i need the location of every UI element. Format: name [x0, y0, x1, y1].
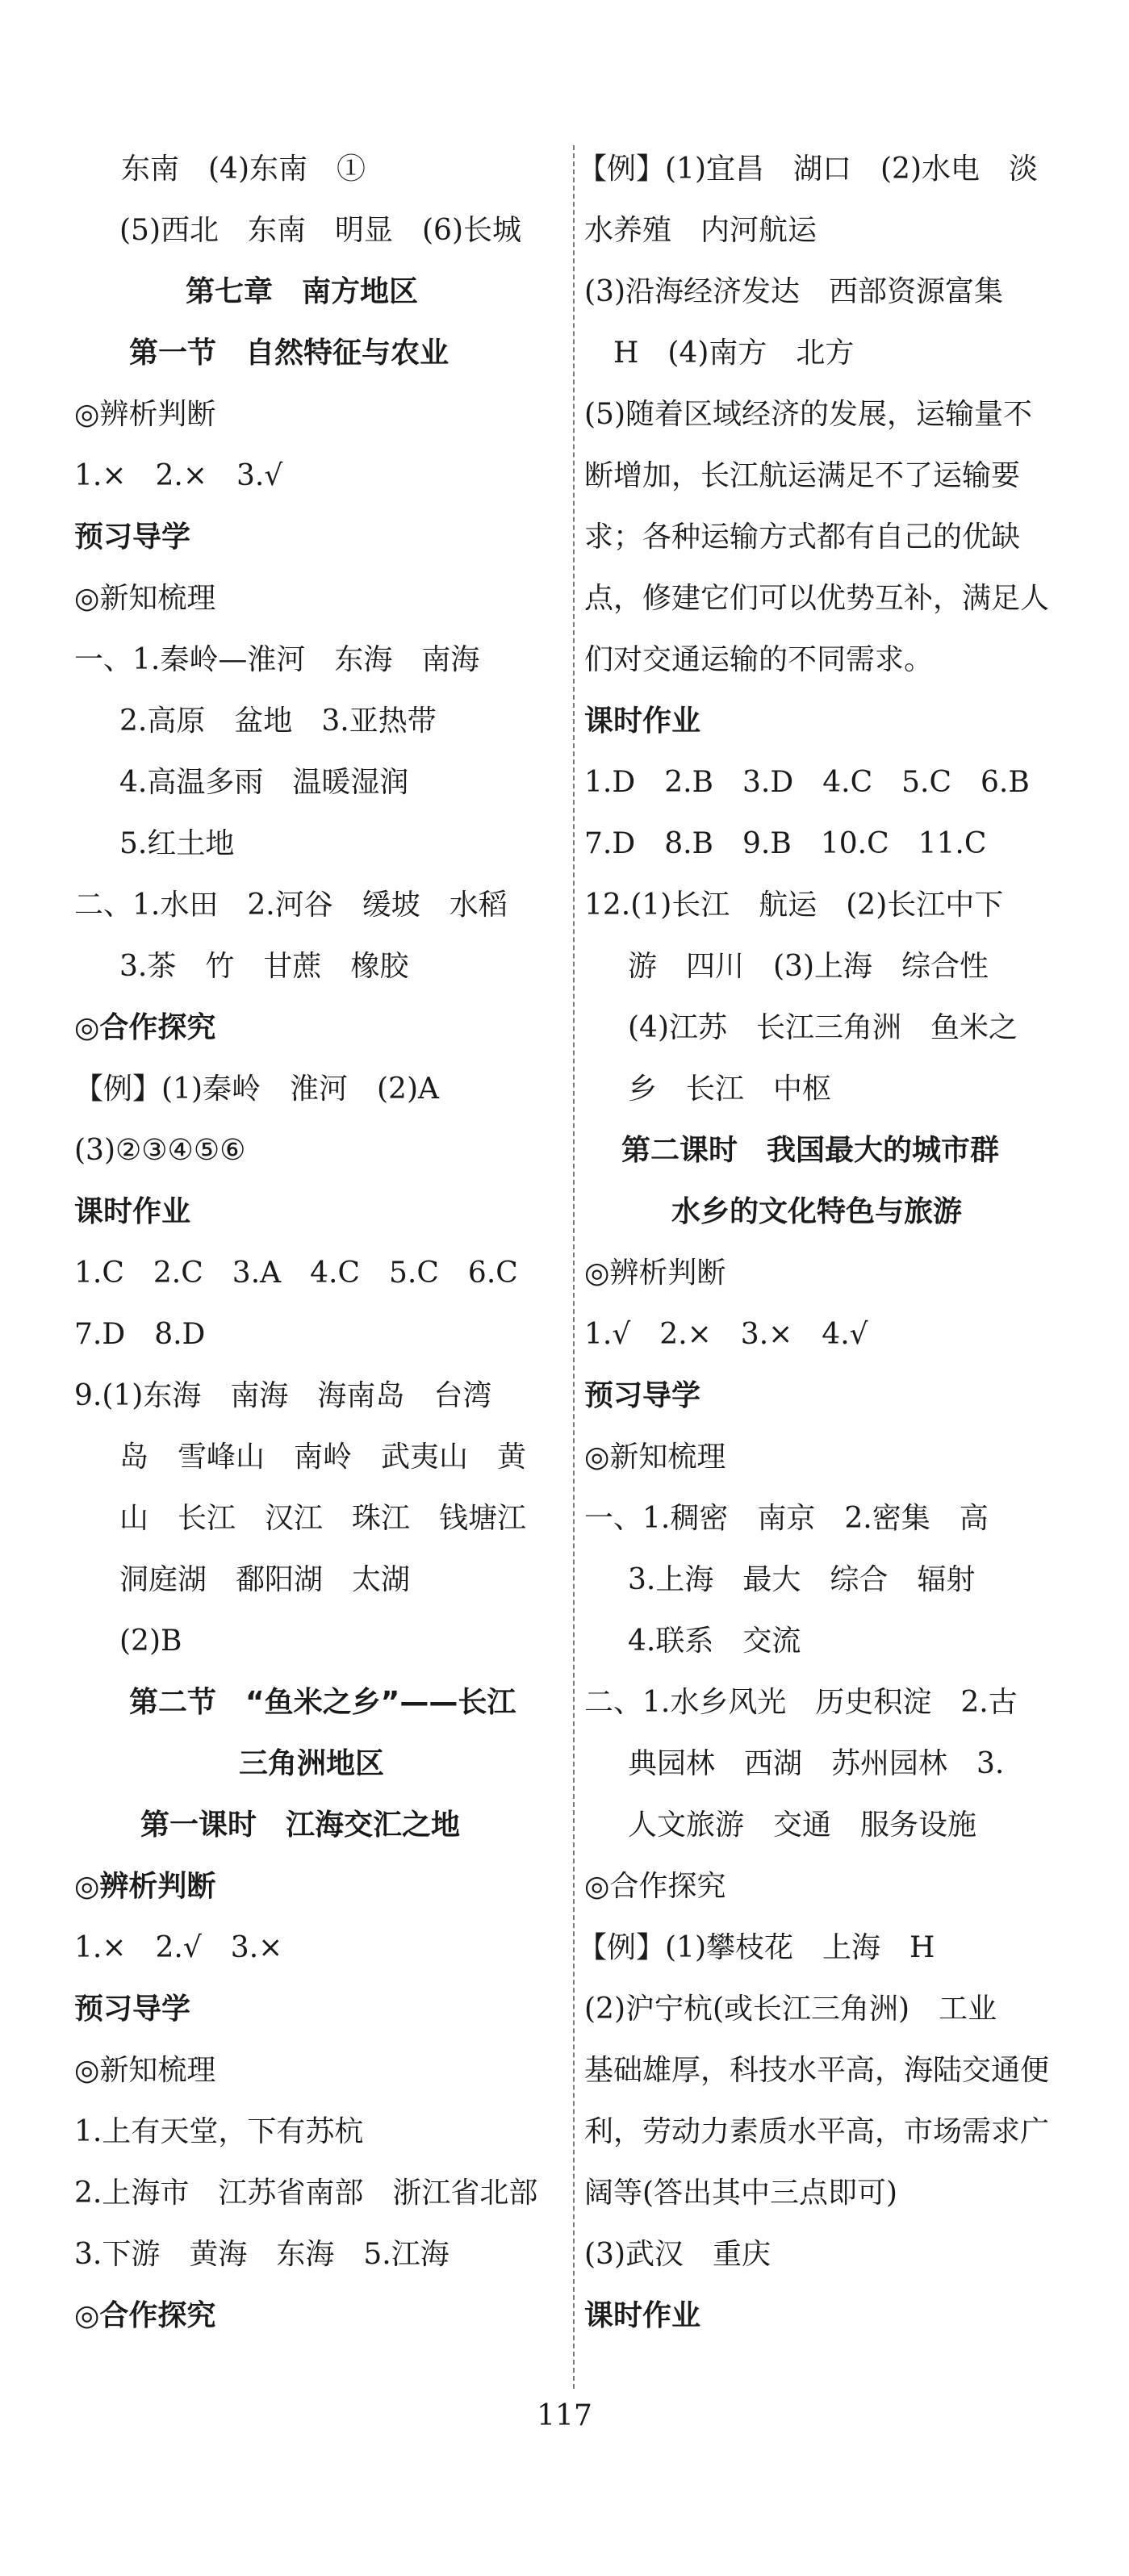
answer-line: 游 四川 (3)上海 综合性: [628, 950, 989, 983]
answer-line: 1.D 2.B 3.D 4.C 5.C 6.B: [584, 766, 1030, 799]
answer-line: (2)B: [119, 1625, 182, 1658]
answer-line: 一、1.秦岭—淮河 东海 南海: [74, 643, 480, 676]
answer-line: 利，劳动力素质水平高，市场需求广: [584, 2115, 1050, 2148]
answer-line: 岛 雪峰山 南岭 武夷山 黄: [119, 1441, 527, 1474]
answer-line: 7.D 8.B 9.B 10.C 11.C: [584, 827, 987, 860]
subheading: ◎合作探究: [74, 2299, 216, 2332]
subheading: ◎新知梳理: [74, 582, 216, 615]
answer-line: 5.红土地: [119, 827, 235, 860]
page-number: 117: [537, 2399, 592, 2432]
answer-line: 1.上有天堂，下有苏杭: [74, 2115, 364, 2148]
answer-line: H (4)南方 北方: [613, 337, 855, 370]
text-line: (5)西北 东南 明显 (6)长城: [119, 214, 521, 247]
answer-line: 乡 长江 中枢: [628, 1073, 832, 1106]
answer-line: (3)沿海经济发达 西部资源富集: [584, 275, 1003, 308]
answer-line: 基础雄厚，科技水平高，海陆交通便: [584, 2054, 1050, 2087]
subheading: ◎新知梳理: [584, 1441, 726, 1474]
lesson-title: 第二课时 我国最大的城市群: [621, 1134, 1000, 1167]
answer-line: 1.C 2.C 3.A 4.C 5.C 6.C: [74, 1257, 518, 1290]
heading: 课时作业: [584, 705, 701, 738]
answer-line: 山 长江 汉江 珠江 钱塘江: [119, 1502, 527, 1535]
answer-line: 点，修建它们可以优势互补，满足人: [584, 582, 1050, 615]
answer-line: 3.上海 最大 综合 辐射: [628, 1563, 976, 1596]
answer-line: 1.× 2.√ 3.×: [74, 1931, 283, 1964]
subheading: ◎合作探究: [74, 1011, 216, 1044]
answer-line: 4.联系 交流: [628, 1625, 801, 1658]
answer-line: 断增加，长江航运满足不了运输要: [584, 459, 1021, 492]
answer-line: 【例】(1)攀枝花 上海 H: [578, 1931, 935, 1964]
answer-line: (4)江苏 长江三角洲 鱼米之: [628, 1011, 1018, 1044]
answer-line: 【例】(1)宜昌 湖口 (2)水电 淡: [578, 153, 1038, 186]
subheading: ◎辨析判断: [584, 1257, 726, 1290]
subheading: ◎辨析判断: [74, 1870, 216, 1903]
text-line: 东南 (4)东南 ①: [121, 153, 366, 186]
answer-line: 7.D 8.D: [74, 1318, 206, 1351]
answer-line: 2.上海市 江苏省南部 浙江省北部: [74, 2177, 538, 2210]
heading: 预习导学: [74, 1993, 191, 2026]
answer-line: 人文旅游 交通 服务设施: [628, 1809, 977, 1842]
answer-line: 二、1.水乡风光 历史积淀 2.古: [584, 1686, 1018, 1719]
section-title: 第一节 自然特征与农业: [129, 337, 450, 370]
answer-line: 2.高原 盆地 3.亚热带: [119, 705, 437, 738]
answer-line: 阔等(答出其中三点即可): [584, 2177, 898, 2210]
section-title: 第二节 “鱼米之乡”——长江: [129, 1686, 516, 1719]
subheading: ◎新知梳理: [74, 2054, 216, 2087]
answer-line: (2)沪宁杭(或长江三角洲) 工业: [584, 1993, 997, 2026]
heading: 课时作业: [74, 1195, 191, 1228]
heading: 预习导学: [74, 521, 191, 554]
answer-line: 9.(1)东海 南海 海南岛 台湾: [74, 1379, 492, 1412]
answer-line: 3.茶 竹 甘蔗 橡胶: [119, 950, 409, 983]
heading: 预习导学: [584, 1379, 701, 1412]
subheading: ◎辨析判断: [74, 398, 216, 431]
lesson-title: 水乡的文化特色与旅游: [671, 1195, 963, 1228]
answer-line: 们对交通运输的不同需求。: [584, 643, 934, 676]
column-divider: [573, 145, 575, 2389]
answer-line: (3)武汉 重庆: [584, 2238, 771, 2271]
answer-line: 4.高温多雨 温暖湿润: [119, 766, 409, 799]
answer-line: 水养殖 内河航运: [584, 214, 817, 247]
answer-line: 【例】(1)秦岭 淮河 (2)A: [74, 1073, 439, 1106]
answer-line: (5)随着区域经济的发展，运输量不: [584, 398, 1032, 431]
section-title: 三角洲地区: [239, 1747, 385, 1780]
answer-line: 洞庭湖 鄱阳湖 太湖: [119, 1563, 411, 1596]
answer-line: 12.(1)长江 航运 (2)长江中下: [584, 889, 1004, 922]
heading: 课时作业: [584, 2299, 701, 2332]
answer-line: 一、1.稠密 南京 2.密集 高: [584, 1502, 989, 1535]
answer-line: 1.√ 2.× 3.× 4.√: [584, 1318, 868, 1351]
answer-line: 二、1.水田 2.河谷 缓坡 水稻: [74, 889, 508, 922]
lesson-title: 第一课时 江海交汇之地: [140, 1809, 461, 1842]
answer-line: 3.下游 黄海 东海 5.江海: [74, 2238, 450, 2271]
answer-line: (3)②③④⑤⑥: [74, 1134, 246, 1167]
answer-line: 1.× 2.× 3.√: [74, 459, 283, 492]
chapter-title: 第七章 南方地区: [186, 275, 419, 308]
answer-line: 求；各种运输方式都有自己的优缺: [584, 521, 1021, 554]
subheading: ◎合作探究: [584, 1870, 726, 1903]
answer-line: 典园林 西湖 苏州园林 3.: [628, 1747, 1005, 1780]
